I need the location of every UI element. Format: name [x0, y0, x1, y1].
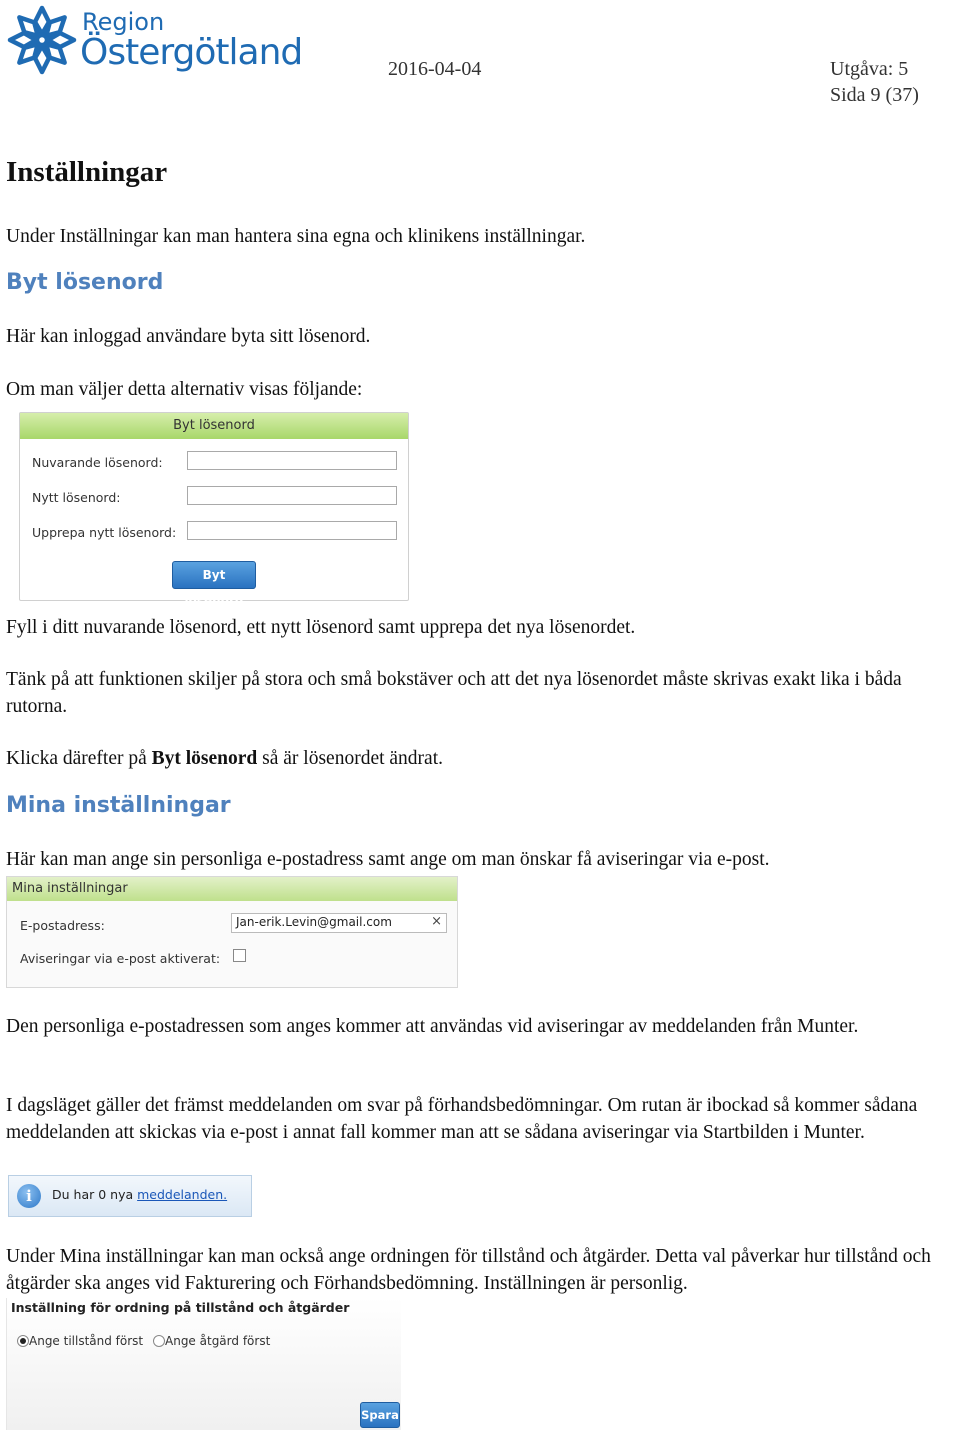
p5-before: Klicka därefter på [6, 748, 152, 769]
email-value: Jan-erik.Levin@gmail.com [236, 915, 392, 929]
password-panel-header [20, 413, 408, 439]
section2-paragraph-2: Den personliga e-postadressen som anges kommer att användas vid aviseringar av meddelanden från Munter. [6, 1016, 859, 1037]
section1-paragraph-4: Tänk på att funktionen skiljer på stora och små bokstäver och att det nya lösenordet måste skrivas exakt lika i båda rutorna. [6, 669, 902, 717]
section2-paragraph-1: Här kan man ange sin personliga e-postadress samt ange om man önskar få aviseringar via e-post. [6, 849, 770, 870]
save-button[interactable]: Spara [360, 1402, 400, 1428]
snowflake-logo-icon [6, 4, 78, 76]
p5-bold-term: Byt lösenord [151, 748, 258, 769]
info-icon: i [17, 1184, 41, 1208]
new-password-input[interactable] [187, 486, 397, 505]
section-heading-byt-losenord: Byt lösenord [6, 270, 164, 295]
clear-email-icon[interactable]: × [431, 914, 442, 929]
repeat-password-input[interactable] [187, 521, 397, 540]
p5-after: så är lösenordet ändrat. [257, 748, 443, 769]
info-message-screenshot [8, 1175, 252, 1217]
header-date: 2016-04-04 [388, 58, 482, 80]
section1-paragraph-3: Fyll i ditt nuvarande lösenord, ett nytt lösenord samt upprepa det nya lösenordet. [6, 617, 636, 638]
info-message-text: Du har 0 nya [52, 1187, 138, 1202]
logo-ostergotland-text: Östergötland [80, 32, 303, 73]
email-notify-checkbox[interactable] [233, 949, 246, 962]
radio-state-first-label: Ange tillstånd först [29, 1334, 144, 1348]
email-label: E-postadress: [20, 918, 105, 933]
order-setting-title: Inställning för ordning på tillstånd och åtgärder [11, 1300, 350, 1315]
header-edition: Utgåva: 5 [830, 58, 909, 80]
password-panel-title: Byt lösenord [173, 418, 255, 433]
section1-paragraph-2: Om man väljer detta alternativ visas följande: [6, 379, 363, 400]
radio-action-first[interactable] [153, 1335, 165, 1347]
password-change-screenshot [19, 412, 409, 608]
messages-link[interactable]: meddelanden. [137, 1187, 228, 1202]
logo-region-text: Region [82, 8, 165, 36]
section1-paragraph-1: Här kan inloggad användare byta sitt lösenord. [6, 326, 371, 347]
current-password-label: Nuvarande lösenord: [32, 455, 163, 470]
email-notify-label: Aviseringar via e-post aktiverat: [20, 951, 221, 966]
change-password-button[interactable]: Byt lösenord [172, 561, 256, 589]
header-page: Sida 9 (37) [830, 84, 919, 106]
my-settings-screenshot [6, 876, 458, 988]
email-input[interactable] [231, 913, 447, 933]
region-logo [6, 4, 303, 76]
section-heading-mina-installningar: Mina inställningar [6, 793, 231, 818]
page-title: Inställningar [6, 156, 168, 188]
intro-paragraph: Under Inställningar kan man hantera sina egna och klinikens inställningar. [6, 226, 586, 247]
section2-paragraph-3: I dagsläget gäller det främst meddelanden om svar på förhandsbedömningar. Om rutan är ibockad så kommer sådana meddelanden att skickas via e-post i annat fall kommer man att se sådana aviseringar via Startbilden i Munter. [6, 1095, 918, 1143]
order-setting-screenshot [6, 1298, 401, 1430]
section1-paragraph-5 [6, 746, 958, 773]
info-message [52, 1187, 227, 1202]
current-password-input[interactable] [187, 451, 397, 470]
radio-action-first-label: Ange åtgärd först [165, 1334, 271, 1348]
settings-panel-header [7, 877, 457, 901]
settings-panel-title: Mina inställningar [12, 881, 128, 896]
new-password-label: Nytt lösenord: [32, 490, 121, 505]
repeat-password-label: Upprepa nytt lösenord: [32, 525, 177, 540]
section2-paragraph-4: Under Mina inställningar kan man också ange ordningen för tillstånd och åtgärder. Detta val påverkar hur tillstånd och åtgärder ska anges vid Fakturering och Förhandsbedömning. Inställningen är personlig. [6, 1246, 931, 1294]
radio-state-first[interactable] [17, 1335, 29, 1347]
